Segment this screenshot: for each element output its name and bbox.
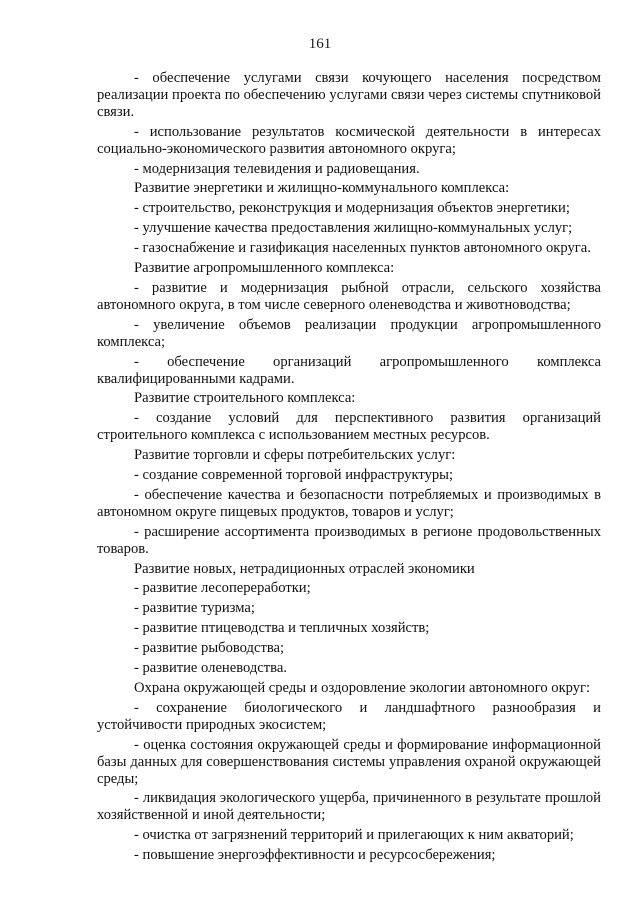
paragraph: - увеличение объемов реализации продукции агропромышленного комплекса; (97, 316, 601, 350)
paragraph: - развитие и модернизация рыбной отрасли, сельского хозяйства автономного округа, в том числе северного оленеводства и животноводства; (97, 279, 601, 313)
paragraph: - модернизация телевидения и радиовещания. (134, 160, 420, 177)
paragraph: - обеспечение услугами связи кочующего населения посредством реализации проекта по обеспечению услугами связи через системы спутниковой связи. (97, 70, 601, 120)
paragraph: - развитие оленеводства. (134, 660, 287, 677)
paragraph: - создание современной торговой инфраструктуры; (134, 467, 454, 484)
section-heading: Развитие агропромышленного комплекса: (134, 260, 395, 277)
paragraph: - использование результатов космической деятельности в интересах социально-экономического развития автономного округа; (97, 123, 601, 157)
paragraph: - строительство, реконструкция и модернизация объектов энергетики; (134, 200, 570, 217)
paragraph: - очистка от загрязнений территорий и прилегающих к ним акваторий; (134, 827, 574, 844)
paragraph: - развитие туризма; (134, 600, 255, 617)
page-body (97, 70, 601, 867)
paragraph: - ликвидация экологического ущерба, причиненного в результате прошлой хозяйственной и иной деятельности; (97, 790, 601, 824)
paragraph: - обеспечение качества и безопасности потребляемых и производимых в автономном округе пищевых продуктов, товаров и услуг; (97, 486, 601, 520)
section-heading: Развитие энергетики и жилищно-коммунального комплекса: (134, 180, 510, 197)
paragraph: - обеспечение организаций агропромышленного комплекса квалифицированными кадрами. (97, 353, 601, 387)
paragraph: - расширение ассортимента производимых в регионе продовольственных товаров. (97, 523, 601, 557)
paragraph: - улучшение качества предоставления жилищно-коммунальных услуг; (134, 220, 573, 237)
section-heading: Развитие строительного комплекса: (134, 390, 356, 407)
paragraph: - развитие рыбоводства; (134, 640, 285, 657)
paragraph: - развитие птицеводства и тепличных хозяйств; (134, 620, 430, 637)
section-heading: Развитие новых, нетрадиционных отраслей экономики (134, 560, 475, 577)
paragraph: - газоснабжение и газификация населенных пунктов автономного округа. (134, 240, 591, 257)
paragraph: - сохранение биологического и ландшафтного разнообразия и устойчивости природных экосистем; (97, 699, 601, 733)
paragraph: - создание условий для перспективного развития организаций строительного комплекса с использованием местных ресурсов. (97, 410, 601, 444)
page-number: 161 (308, 36, 332, 52)
paragraph: - развитие лесопереработки; (134, 580, 311, 597)
section-heading: Развитие торговли и сферы потребительских услуг: (134, 447, 456, 464)
paragraph: - повышение энергоэффективности и ресурсосбережения; (134, 847, 496, 864)
paragraph: - оценка состояния окружающей среды и формирование информационной базы данных для совершенствования системы управления охраной окружающей среды; (97, 736, 601, 787)
section-heading: Охрана окружающей среды и оздоровление экологии автономного округ: (134, 680, 591, 696)
